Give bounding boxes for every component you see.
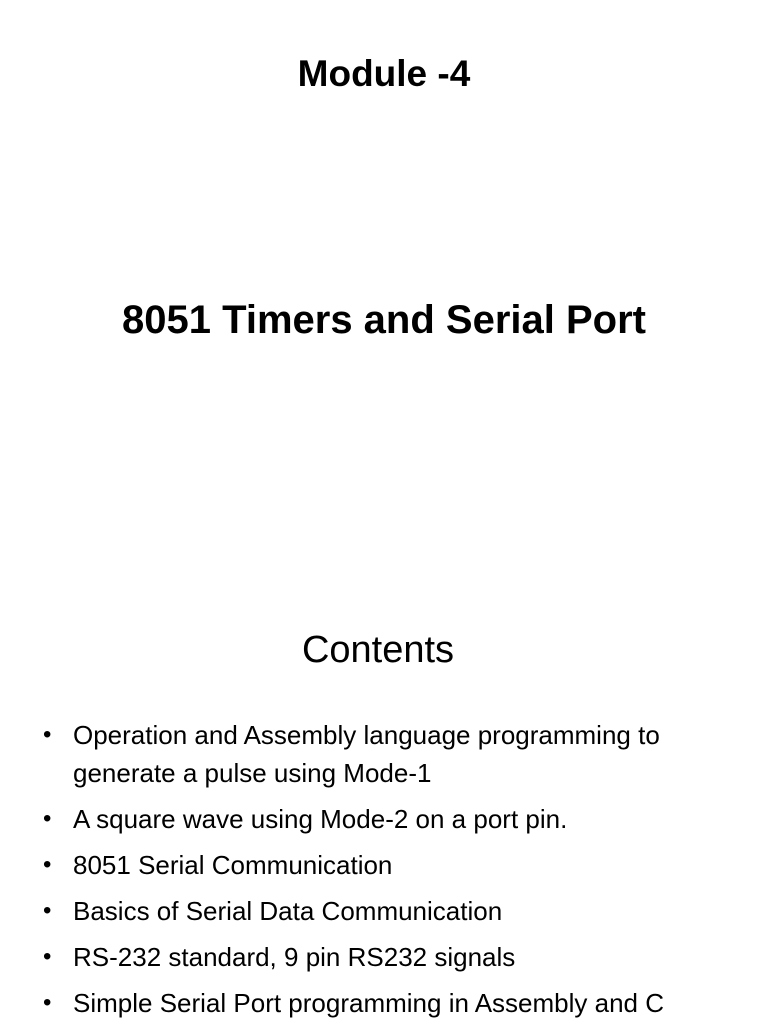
contents-list <box>40 716 760 1030</box>
list-item <box>40 716 760 792</box>
bullet-icon: • <box>43 851 52 878</box>
slide-title: 8051 Timers and Serial Port <box>122 298 646 342</box>
list-item-text: A square wave using Mode-2 on a port pin. <box>73 804 568 834</box>
list-item-text: Basics of Serial Data Communication <box>73 896 503 926</box>
contents-heading: Contents <box>301 629 455 671</box>
list-item <box>40 846 760 884</box>
bullet-icon: • <box>43 721 52 748</box>
bullet-icon: • <box>43 897 52 924</box>
list-item <box>40 892 760 930</box>
list-item-text: Simple Serial Port programming in Assembly and C <box>73 988 665 1018</box>
bullet-icon: • <box>43 805 52 832</box>
list-item <box>40 984 760 1022</box>
module-title: Module -4 <box>297 53 471 94</box>
list-item-text: Operation and Assembly language programming to generate a pulse using Mode-1 <box>73 720 660 788</box>
list-item <box>40 938 760 976</box>
list-item-text: 8051 Serial Communication <box>73 850 393 880</box>
bullet-icon: • <box>43 943 52 970</box>
list-item <box>40 800 760 838</box>
list-item-text: RS-232 standard, 9 pin RS232 signals <box>73 942 516 972</box>
bullet-icon: • <box>43 989 52 1016</box>
